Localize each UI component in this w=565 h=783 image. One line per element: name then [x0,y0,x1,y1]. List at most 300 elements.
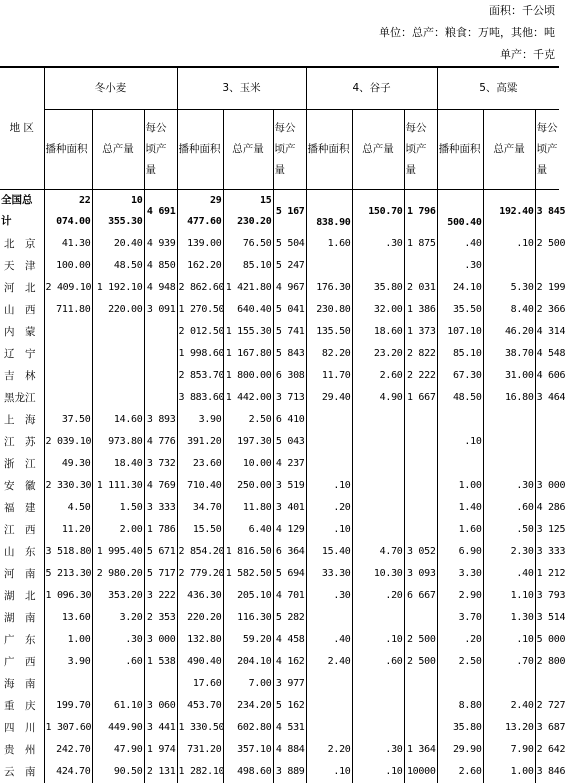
table-row [0,739,559,761]
millet-area-cell: 135.50 [306,321,352,343]
sorghum-yield-cell: 1 212 [535,563,559,585]
wheat-output-cell [92,343,144,365]
corn-area-cell: 436.30 [177,585,223,607]
corn-output-cell: 234.20 [223,695,273,717]
corn-output-cell: 1 800.00 [223,365,273,387]
millet-yield-cell: 3 093 [404,563,437,585]
region-cell: 四 川 [4,722,36,734]
wheat-yield-cell: 3 441 [144,717,177,739]
wheat-output-cell: 47.90 [92,739,144,761]
wheat-area-cell: 1 096.30 [44,585,92,607]
corn-output-cell: 357.10 [223,739,273,761]
millet-output-cell: .30 [352,739,404,761]
millet-yield-cell: 2 222 [404,365,437,387]
millet-output-cell: .10 [352,629,404,651]
corn-yield-cell: 6 308 [273,365,306,387]
wheat-output-cell: .60 [92,651,144,673]
sorghum-area-cell: .40 [437,233,483,255]
wheat-area-cell: 3.90 [44,651,92,673]
sorghum-yield-cell: 5 000 [535,629,559,651]
millet-yield-cell [404,519,437,541]
millet-yield-cell [404,717,437,739]
region-cell: 山 东 [4,546,36,558]
corn-yield-cell: 5 741 [273,321,306,343]
wheat-yield-cell [144,343,177,365]
table-row [0,497,559,519]
millet-output-cell [352,607,404,629]
sorghum-output-cell: 13.20 [483,717,535,739]
sorghum-yield-cell: 3 125 [535,519,559,541]
sorghum-area-cell: 1.00 [437,475,483,497]
wheat-yield-cell [144,673,177,695]
corn-output-cell: 11.80 [223,497,273,519]
total-sorghum-yield: 3 845 [535,189,559,233]
wheat-output-cell: 353.20 [92,585,144,607]
corn-area-cell: 2 862.60 [177,277,223,299]
sorghum-yield-cell: 4 286 [535,497,559,519]
table-row [0,607,559,629]
wheat-output-cell: 973.80 [92,431,144,453]
region-header: 地 区 [0,67,44,189]
millet-area-cell [306,607,352,629]
wheat-area-cell: 49.30 [44,453,92,475]
region-cell: 辽 宁 [4,348,36,360]
corn-output-cell: 1 582.50 [223,563,273,585]
sorghum-output-cell: .30 [483,475,535,497]
region-cell: 广 东 [4,634,36,646]
millet-output-cell: 23.20 [352,343,404,365]
sorghum-output-cell: 31.00 [483,365,535,387]
millet-yield-cell: 1 373 [404,321,437,343]
sorghum-yield-cell: 3 464 [535,387,559,409]
corn-area-cell: 2 779.20 [177,563,223,585]
millet-area-cell: 33.30 [306,563,352,585]
millet-yield-cell: 1 875 [404,233,437,255]
corn-yield-cell: 5 282 [273,607,306,629]
table-row [0,409,559,431]
sorghum-output-cell: 1.10 [483,585,535,607]
wheat-output-cell: 220.00 [92,299,144,321]
corn-output-cell: 85.10 [223,255,273,277]
wheat-yield-cell: 3 893 [144,409,177,431]
wheat-output-cell [92,673,144,695]
wheat-output-cell [92,365,144,387]
millet-area-cell [306,673,352,695]
sorghum-area-cell: 3.70 [437,607,483,629]
millet-yield-cell: 10000 [404,761,437,783]
wheat-output-cell: 3.20 [92,607,144,629]
sorghum-area-cell [437,409,483,431]
corn-yield-cell: 4 458 [273,629,306,651]
table-row [0,255,559,277]
millet-yield-cell [404,497,437,519]
corn-area-cell: 132.80 [177,629,223,651]
corn-yield-cell: 6 410 [273,409,306,431]
area-unit-note: 面积：千公顷 [489,4,555,17]
wheat-yield-cell: 2 131 [144,761,177,783]
table-row [0,387,559,409]
region-cell: 河 南 [4,568,36,580]
region-cell: 河 北 [4,282,36,294]
wheat-output-cell [92,321,144,343]
corn-output-cell: 205.10 [223,585,273,607]
millet-area-cell [306,695,352,717]
corn-yield-cell: 6 364 [273,541,306,563]
sorghum-yield-cell: 4 606 [535,365,559,387]
total-millet-output: 150.70 [352,189,404,233]
corn-area-cell: 2 854.20 [177,541,223,563]
millet-output-cell [352,453,404,475]
sorghum-output-cell: .70 [483,651,535,673]
millet-area-cell: 82.20 [306,343,352,365]
sorghum-yield-cell: 3 333 [535,541,559,563]
millet-area-cell [306,255,352,277]
wheat-yield-cell [144,365,177,387]
sorghum-area-cell [437,453,483,475]
corn-area-cell: 3 883.60 [177,387,223,409]
table-row [0,519,559,541]
corn-output-cell: 59.20 [223,629,273,651]
millet-output-cell: 18.60 [352,321,404,343]
sorghum-output-cell: .60 [483,497,535,519]
wheat-area-cell: 1.00 [44,629,92,651]
millet-yield-cell: 1 386 [404,299,437,321]
total-corn-area: 29 477.60 [177,189,223,233]
corn-yield-cell: 4 129 [273,519,306,541]
sorghum-output-cell: 1.30 [483,607,535,629]
sorghum-area-cell: 2.60 [437,761,483,783]
table-row [0,233,559,255]
corn-header: 3、玉米 [177,67,306,109]
sorghum-area-cell: 35.50 [437,299,483,321]
corn-yield-cell: 4 531 [273,717,306,739]
sorghum-output-cell: 7.90 [483,739,535,761]
sorghum-yield-cell [535,431,559,453]
sorghum-yield-cell: 2 500 [535,233,559,255]
sorghum-output-cell: .40 [483,563,535,585]
wheat-area-cell: 711.80 [44,299,92,321]
sorghum-output-cell: .50 [483,519,535,541]
millet-output-cell [352,497,404,519]
wheat-area-cell: 1 307.60 [44,717,92,739]
sorghum-output-cell: 5.30 [483,277,535,299]
total-corn-yield: 5 167 [273,189,306,233]
millet-area-cell: 2.20 [306,739,352,761]
wheat-area-cell: 5 213.30 [44,563,92,585]
millet-header: 4、谷子 [306,67,437,109]
sorghum-output-cell: 2.30 [483,541,535,563]
region-cell: 上 海 [4,414,36,426]
wheat-area-cell: 4.50 [44,497,92,519]
region-cell: 浙 江 [4,458,36,470]
region-cell: 贵 州 [4,744,36,756]
sorghum-area-cell: 29.90 [437,739,483,761]
corn-output-cell: 640.40 [223,299,273,321]
corn-yield-header: 每公顷产量 [273,109,306,189]
millet-yield-cell [404,409,437,431]
wheat-area-cell [44,321,92,343]
millet-output-cell: .10 [352,761,404,783]
wheat-area-cell [44,387,92,409]
sorghum-area-cell: 24.10 [437,277,483,299]
corn-output-cell: 6.40 [223,519,273,541]
total-label: 全国总计 [0,189,44,233]
millet-area-cell: 2.40 [306,651,352,673]
wheat-output-cell: 48.50 [92,255,144,277]
table-row [0,453,559,475]
corn-area-cell: 3.90 [177,409,223,431]
corn-yield-cell: 4 967 [273,277,306,299]
corn-area-cell: 34.70 [177,497,223,519]
table-row [0,541,559,563]
wheat-yield-cell: 4 850 [144,255,177,277]
millet-output-cell [352,431,404,453]
wheat-yield-cell: 3 060 [144,695,177,717]
wheat-output-cell [92,387,144,409]
corn-area-cell: 1 998.60 [177,343,223,365]
sorghum-area-cell: 35.80 [437,717,483,739]
table-row [0,277,559,299]
corn-output-cell: 1 167.80 [223,343,273,365]
millet-yield-cell [404,695,437,717]
corn-output-cell: 7.00 [223,673,273,695]
wheat-output-header: 总产量 [92,109,144,189]
sorghum-yield-cell: 3 793 [535,585,559,607]
region-cell: 福 建 [4,502,36,514]
wheat-output-cell: 449.90 [92,717,144,739]
wheat-area-cell: 100.00 [44,255,92,277]
corn-area-cell: 731.20 [177,739,223,761]
table-row [0,585,559,607]
millet-output-header: 总产量 [352,109,404,189]
millet-area-cell: .20 [306,497,352,519]
wheat-output-cell: 1 111.30 [92,475,144,497]
sorghum-area-cell: 67.30 [437,365,483,387]
millet-output-cell: 32.00 [352,299,404,321]
millet-output-cell [352,717,404,739]
corn-yield-cell: 5 504 [273,233,306,255]
unit-notes [379,0,555,66]
wheat-area-cell: 11.20 [44,519,92,541]
total-wheat-yield: 4 691 [144,189,177,233]
total-sorghum-area: 500.40 [437,189,483,233]
millet-output-cell: .60 [352,651,404,673]
table-row [0,695,559,717]
region-cell: 安 徽 [4,480,36,492]
sorghum-output-cell [483,409,535,431]
corn-area-cell: 23.60 [177,453,223,475]
sorghum-yield-cell [535,409,559,431]
corn-area-cell: 1 270.50 [177,299,223,321]
millet-yield-cell: 2 822 [404,343,437,365]
corn-yield-cell: 4 237 [273,453,306,475]
crop-statistics-table [0,66,565,783]
corn-yield-cell: 5 162 [273,695,306,717]
total-wheat-area: 22 074.00 [44,189,92,233]
corn-output-cell: 1 155.30 [223,321,273,343]
corn-output-cell: 1 421.80 [223,277,273,299]
wheat-output-cell: 20.40 [92,233,144,255]
wheat-area-cell: 2 039.10 [44,431,92,453]
millet-area-cell: 176.30 [306,277,352,299]
wheat-yield-cell: 2 353 [144,607,177,629]
region-cell: 云 南 [4,766,36,778]
sorghum-area-cell: .30 [437,255,483,277]
corn-output-cell: 1 816.50 [223,541,273,563]
millet-area-cell [306,717,352,739]
sorghum-yield-cell: 2 366 [535,299,559,321]
sorghum-yield-cell: 2 199 [535,277,559,299]
millet-yield-cell [404,255,437,277]
wheat-output-cell: 14.60 [92,409,144,431]
region-cell: 江 苏 [4,436,36,448]
table-row [0,651,559,673]
table-row [0,761,559,783]
corn-area-cell: 15.50 [177,519,223,541]
corn-output-cell: 602.80 [223,717,273,739]
millet-yield-cell: 2 500 [404,629,437,651]
wheat-yield-cell: 3 222 [144,585,177,607]
millet-area-cell: .10 [306,519,352,541]
region-cell: 吉 林 [4,370,36,382]
total-row [0,189,559,233]
corn-yield-cell: 4 701 [273,585,306,607]
millet-area-header: 播种面积 [306,109,352,189]
corn-output-cell: 204.10 [223,651,273,673]
total-corn-output: 15 230.20 [223,189,273,233]
sorghum-area-cell: 6.90 [437,541,483,563]
millet-output-cell: 4.90 [352,387,404,409]
region-cell: 重 庆 [4,700,36,712]
table-row [0,431,559,453]
wheat-area-cell: 13.60 [44,607,92,629]
corn-area-cell: 490.40 [177,651,223,673]
wheat-yield-cell [144,321,177,343]
total-millet-yield: 1 796 [404,189,437,233]
wheat-yield-cell: 1 786 [144,519,177,541]
corn-area-cell: 2 853.70 [177,365,223,387]
millet-area-cell [306,409,352,431]
wheat-output-cell: .30 [92,629,144,651]
millet-area-cell: .10 [306,761,352,783]
sorghum-yield-cell: 3 846 [535,761,559,783]
sorghum-area-cell: 8.80 [437,695,483,717]
wheat-area-cell: 2 330.30 [44,475,92,497]
table-row [0,343,559,365]
corn-area-cell: 2 012.50 [177,321,223,343]
millet-yield-cell [404,607,437,629]
wheat-output-cell: 1.50 [92,497,144,519]
yield-unit-note: 单产：千克 [500,48,555,61]
corn-output-cell: 10.00 [223,453,273,475]
corn-output-header: 总产量 [223,109,273,189]
sorghum-yield-header: 每公顷产量 [535,109,559,189]
corn-yield-cell: 5 843 [273,343,306,365]
sorghum-output-cell: 1.00 [483,761,535,783]
corn-yield-cell: 5 247 [273,255,306,277]
sorghum-area-cell: .20 [437,629,483,651]
millet-yield-cell: 2 031 [404,277,437,299]
sorghum-yield-cell: 2 642 [535,739,559,761]
sorghum-yield-cell [535,255,559,277]
corn-area-header: 播种面积 [177,109,223,189]
sorghum-yield-cell [535,673,559,695]
sorghum-output-cell: .10 [483,629,535,651]
wheat-area-cell: 242.70 [44,739,92,761]
sorghum-output-cell: .10 [483,233,535,255]
sorghum-yield-cell: 3 687 [535,717,559,739]
sorghum-output-header: 总产量 [483,109,535,189]
sorghum-area-cell: 85.10 [437,343,483,365]
corn-area-cell: 220.20 [177,607,223,629]
region-cell: 海 南 [4,678,36,690]
wheat-area-cell [44,365,92,387]
millet-area-cell: .30 [306,585,352,607]
region-cell: 北 京 [4,238,36,250]
table-row [0,475,559,497]
millet-output-cell: .30 [352,233,404,255]
wheat-yield-cell: 3 091 [144,299,177,321]
corn-area-cell: 391.20 [177,431,223,453]
millet-output-cell [352,695,404,717]
millet-area-cell: .40 [306,629,352,651]
corn-area-cell: 139.00 [177,233,223,255]
wheat-output-cell: 90.50 [92,761,144,783]
wheat-yield-cell: 4 939 [144,233,177,255]
corn-output-cell: 116.30 [223,607,273,629]
sorghum-output-cell [483,673,535,695]
wheat-area-cell: 199.70 [44,695,92,717]
wheat-area-cell: 424.70 [44,761,92,783]
wheat-yield-cell: 5 717 [144,563,177,585]
wheat-output-cell: 2.00 [92,519,144,541]
wheat-output-cell: 18.40 [92,453,144,475]
wheat-output-cell: 1 192.10 [92,277,144,299]
corn-area-cell: 710.40 [177,475,223,497]
corn-yield-cell: 4 162 [273,651,306,673]
millet-output-cell [352,519,404,541]
millet-area-cell: 29.40 [306,387,352,409]
wheat-yield-cell: 1 538 [144,651,177,673]
sorghum-output-cell: 16.80 [483,387,535,409]
corn-area-cell: 1 282.10 [177,761,223,783]
table-row [0,321,559,343]
millet-area-cell: 11.70 [306,365,352,387]
corn-yield-cell: 3 713 [273,387,306,409]
corn-area-cell: 162.20 [177,255,223,277]
corn-yield-cell: 3 889 [273,761,306,783]
sorghum-output-cell [483,453,535,475]
millet-yield-cell: 1 667 [404,387,437,409]
sorghum-output-cell [483,255,535,277]
wheat-output-cell: 1 995.40 [92,541,144,563]
sorghum-area-cell: .10 [437,431,483,453]
sorghum-output-cell: 8.40 [483,299,535,321]
millet-area-cell: 15.40 [306,541,352,563]
sorghum-area-cell [437,673,483,695]
sorghum-area-cell: 1.60 [437,519,483,541]
region-cell: 广 西 [4,656,36,668]
millet-output-cell [352,409,404,431]
corn-yield-cell: 3 519 [273,475,306,497]
millet-output-cell: 2.60 [352,365,404,387]
sorghum-output-cell: 38.70 [483,343,535,365]
sorghum-yield-cell: 3 000 [535,475,559,497]
wheat-yield-cell: 3 000 [144,629,177,651]
millet-yield-cell [404,475,437,497]
region-cell: 湖 南 [4,612,36,624]
corn-area-cell: 453.70 [177,695,223,717]
